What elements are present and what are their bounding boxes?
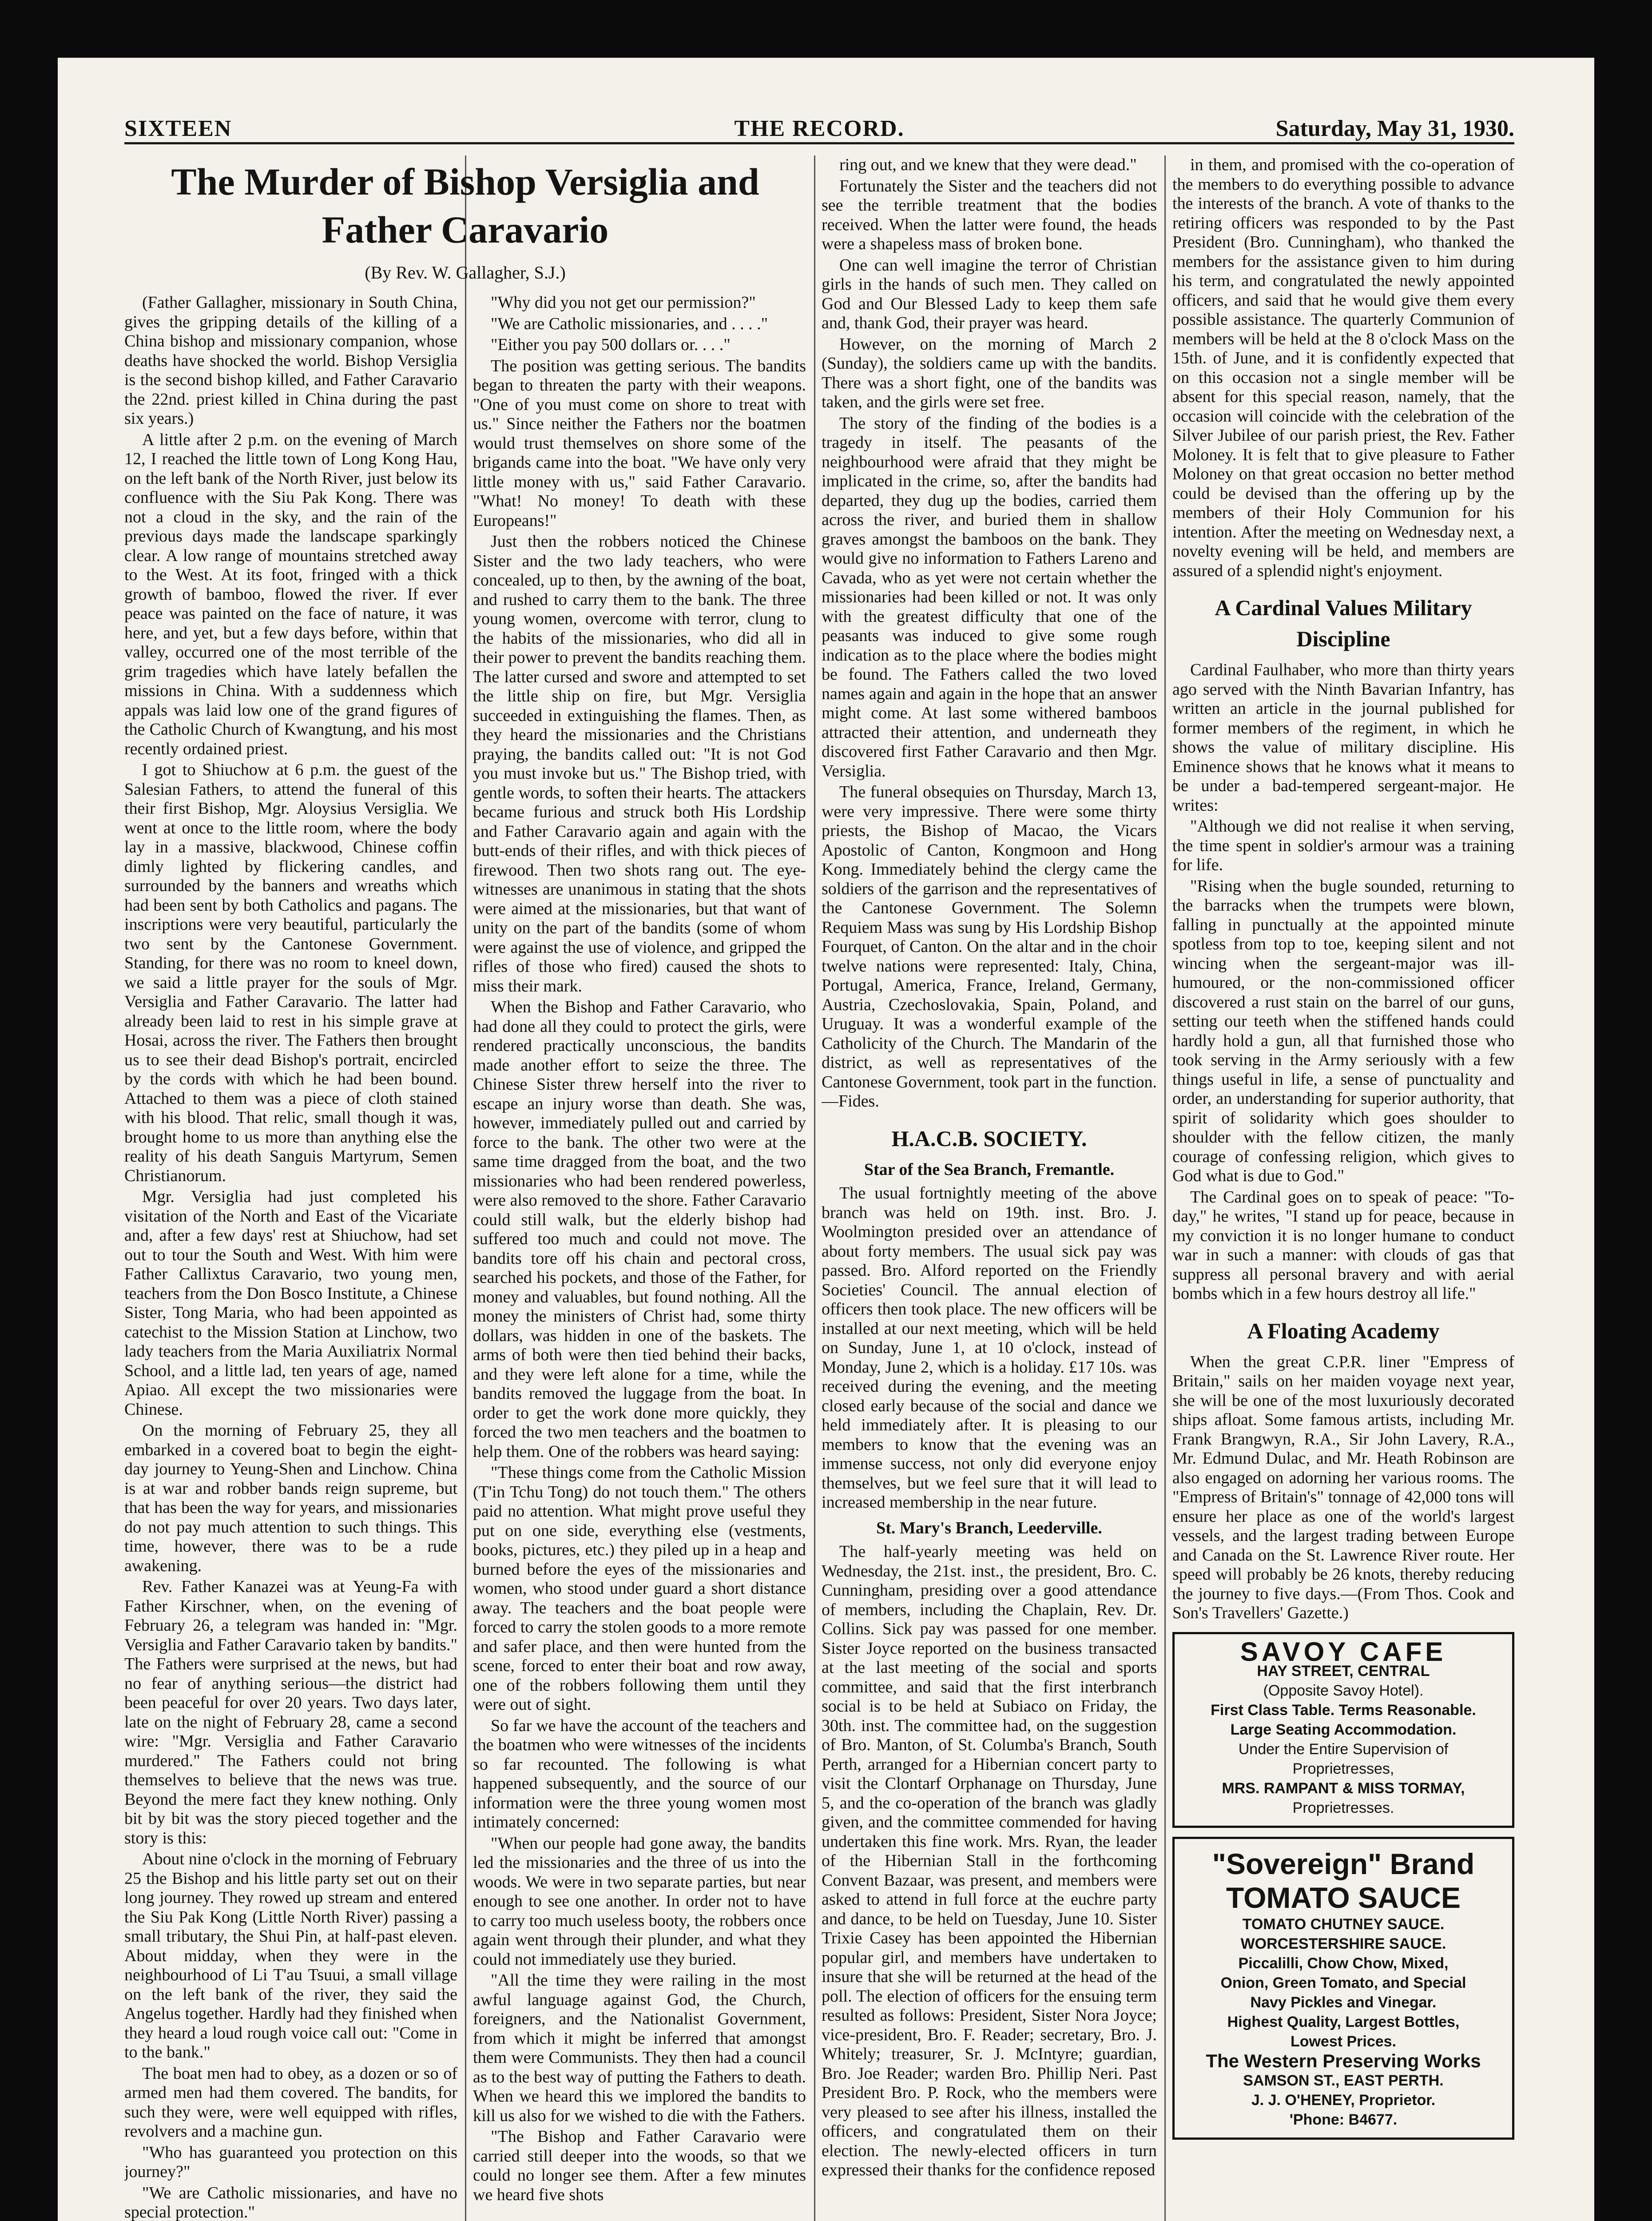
column-2 — [473, 293, 806, 2221]
ad-line: Onion, Green Tomato, and Special — [1220, 1974, 1466, 1991]
headline-line-1: The Murder of Bishop Versiglia and — [171, 160, 759, 203]
ad-line: Large Seating Accommodation. — [1230, 1721, 1457, 1738]
paragraph: "All the time they were railing in the most awful language against God, the Church, foreigners, and the Nationalist Government, from which it might be inferred that amongst them were Communists. They then had a council as to the best way of putting the Fathers to death. When we heard this we implored the bandits to kill us also for we wished to die with the Fathers. — [473, 1971, 806, 2125]
ad-line: Navy Pickles and Vinegar. — [1250, 1994, 1437, 2011]
newspaper-page — [58, 58, 1594, 2221]
ad-line: Proprietresses. — [1292, 1799, 1394, 1816]
paragraph: About nine o'clock in the morning of February 25 the Bishop and his little party set out on their long journey. They rowed up stream and entered the Siu Pak Kong (Little North River) passing a small tributary, the Shui Pin, at half-past eleven. About midday, when they were in the neighbourhood of Li T'au Tsuui, a small village on the left bank of the river, they said the Angelus together. Hardly had they finished when they heard a loud rough voice call out: "Come in to the bank." — [124, 1850, 457, 2062]
column-divider — [465, 155, 466, 2221]
paragraph: On the morning of February 25, they all embarked in a covered boat to begin the eight-day journey to Yeung-Shen and Linchow. China is at war and robber bands reign supreme, but that has been the way for years, and missionaries do not pay much attention to such things. This time, however, there was to be a rude awakening. — [124, 1421, 457, 1575]
paragraph: "Who has guaranteed you protection on this journey?" — [124, 2143, 457, 2181]
paragraph: "Either you pay 500 dollars or. . . ." — [491, 335, 731, 354]
main-headline — [124, 158, 806, 254]
ad-line: TOMATO CHUTNEY SAUCE. — [1242, 1916, 1445, 1933]
column-3 — [822, 155, 1157, 2221]
page-number: SIXTEEN — [124, 116, 232, 141]
paragraph: A little after 2 p.m. on the evening of March 12, I reached the little town of Long Kong Hau, on the left bank of the North River, just below its confluence with the Siu Pak Kong. There was not a cloud in the sky, and the rain of the previous days made the landscape sparkingly clear. A low range of mountains stretched away to the West. At its foot, fringed with a thick growth of bamboo, flowed the river. If ever peace was painted on the face of nature, it was here, and yet, but a few days before, within that valley, occurred one of the most terrible of the grim tragedies which have lately befallen the missions in China. With a suddenness which appals was laid low one of the grand figures of the Catholic Church of Kwangtung, and his most recently ordained priest. — [124, 430, 457, 758]
ad-brand: "Sovereign" Brand — [1212, 1847, 1475, 1880]
ad-phone: 'Phone: B4677. — [1289, 2111, 1398, 2128]
branch-title-leederville: St. Mary's Branch, Leederville. — [876, 1518, 1102, 1537]
ad-line: Proprietresses, — [1292, 1760, 1394, 1777]
paragraph: The half-yearly meeting was held on Wednesday, the 21st. inst., the president, Bro. C. Cunningham, presiding over a good attendance of members, including the Chaplain, Rev. Dr. Collins. Sick pay was passed for one member. Sister Joyce reported on the business transacted at the last meeting of the social and sports committee, and said that the first interbranch social is to be held at Subiaco on Friday, the 30th. inst. The committee had, on the suggestion of Bro. Manton, of St. Columba's Branch, South Perth, arranged for a Hibernian concert party to visit the Clontarf Orphanage on Thursday, June 5, and the co-operation of the branch was gladly given, and the committee commended for having undertaken this fine work. Mrs. Ryan, the leader of the Hibernian Stall in the forthcoming Convent Bazaar, was present, and members were asked to attend in full force at the euchre party and dance, to be held on Tuesday, June 10. Sister Trixie Casey has been appointed the Hibernian popular girl, and members have undertaken to insure that she will be returned at the head of the poll. The election of officers for the ensuing term resulted as follows: President, Sister Nora Joyce; vice-president, Bro. F. Reader; secretary, Bro. J. Whitely; treasurer, Sr. J. McIntyre; guardian, Bro. Joe Reader; warden Bro. Phillip Neri. Past President Bro. P. Rock, who the members were very pleased to see after his illness, installed the officers, and congratulated them on their election. The newly-elected officers in turn expressed their thanks for the confidence reposed — [822, 1542, 1157, 2179]
paragraph: (Father Gallagher, missionary in South China, gives the gripping details of the killing of a China bishop and missionary companion, whose deaths have shocked the world. Bishop Versiglia is the second bishop killed, and Father Caravario the 22nd. priest killed in China during the past six years.) — [124, 293, 457, 428]
ad-proprietor: J. J. O'HENEY, Proprietor. — [1251, 2092, 1436, 2109]
ad-note: (Opposite Savoy Hotel). — [1263, 1682, 1424, 1699]
paragraph: "We are Catholic missionaries, and have no special protection." — [124, 2183, 457, 2221]
paragraph: The funeral obsequies on Thursday, March 13, were very impressive. There were some thirty priests, the Bishop of Macao, the Vicars Apostolic of Canton, Kongmoon and Hong Kong. Immediately behind the clergy came the soldiers of the garrison and the representatives of the Cantonese Government. The Solemn Requiem Mass was sung by His Lordship Bishop Fourquet, of Canton. On the altar and in the choir twelve nations were represented: Italy, China, Portugal, America, France, Ireland, Germany, Austria, Czechoslovakia, Spain, Poland, and Uruguay. It was a wonderful example of the Catholicity of the Church. The Mandarin of the district, as well as representatives of the Cantonese Government, took part in the function.—Fides. — [822, 783, 1157, 1110]
ad-line: Under the Entire Supervision of — [1238, 1741, 1449, 1758]
ad-line: MRS. RAMPANT & MISS TORMAY, — [1222, 1780, 1465, 1797]
paragraph: "These things come from the Catholic Mission (T'in Tchu Tong) do not touch them." The others paid no attention. What might prove useful they put on one side, everything else (vestments, books, pictures, etc.) they piled up in a heap and burned before the eyes of the missionaries and women, who stood under guard a short distance away. The teachers and the boat people were forced to carry the stolen goods to a more remote and safer place, and then were hunted from the scene, forced to enter their boat and row away, one of the robbers following them until they were out of sight. — [473, 1463, 806, 1714]
paragraph: The position was getting serious. The bandits began to threaten the party with their weapons. "One of you must come on shore to treat with us." Since neither the Fathers nor the boatmen would trust themselves on shore some of the brigands came into the boat. "We have only very little money with us," said Father Caravario. "What! No money! To death with these Europeans!" — [473, 356, 806, 530]
sovereign-brand-ad — [1172, 1837, 1514, 2140]
ad-product: TOMATO SAUCE — [1226, 1881, 1461, 1914]
paragraph: So far we have the account of the teachers and the boatmen who were witnesses of the incidents so far recounted. The following is what happened subsequently, and the source of our information were the three young women most intimately concerned: — [473, 1716, 806, 1831]
paragraph: Fortunately the Sister and the teachers did not see the terrible treatment that the bodies received. When the latter were found, the heads were a shapeless mass of broken bone. — [822, 176, 1157, 253]
paragraph: Cardinal Faulhaber, who more than thirty years ago served with the Ninth Bavarian Infantry, has written an article in the journal published for former members of the regiment, in which he shows the value of military discipline. His Eminence shows that he knows what it means to be under a bad-tempered sergeant-major. He writes: — [1172, 661, 1514, 815]
masthead-rule — [124, 142, 1514, 144]
paragraph: The boat men had to obey, as a dozen or so of armed men had them covered. The bandits, for such they were, were well equipped with rifles, revolvers and a machine gun. — [124, 2064, 457, 2141]
masthead — [124, 102, 1514, 155]
academy-article-title: A Floating Academy — [1247, 1318, 1440, 1343]
paragraph: Just then the robbers noticed the Chinese Sister and the two lady teachers, who were concealed, up to then, by the awning of the boat, and rushed to carry them to the bank. The three young women, overcome with terror, clung to the habits of the missionaries, who did all in their power to prevent the bandits reaching them. The latter cursed and swore and attempted to set the little ship on fire, but Mgr. Versiglia succeeded in extinguishing the flames. Then, as they heard the missionaries and the Christians praying, the bandits called out: "It is not God you must invoke but us." The Bishop tried, with gentle words, to soften their hearts. The attackers became furious and struck both His Lordship and Father Caravario again and again with the butt-ends of their rifles, and with thick pieces of firewood. Then two shots rang out. The eye-witnesses are unanimous in stating that the shots were aimed at the missionaries, but that want of unity on the part of the bandits (some of whom were against the use of violence, and gripped the rifles of those who fired) caused the shots to miss their mark. — [473, 532, 806, 995]
paragraph: Mgr. Versiglia had just completed his visitation of the North and East of the Vicariate and, after a few days' rest at Shiuchow, had set out to tour the South and West. With him were Father Callixtus Caravario, two young men, teachers from the Don Bosco Institute, a Chinese Sister, Tong Maria, who had been appointed as catechist to the Mission Station at Linchow, two lady teachers from the Maria Auxiliatrix Normal School, and a little lad, ten years of age, named Apiao. All except the two missionaries were Chinese. — [124, 1187, 457, 1419]
savoy-cafe-ad — [1172, 1632, 1514, 1828]
issue-date: Saturday, May 31, 1930. — [1275, 116, 1514, 141]
paragraph: One can well imagine the terror of Christian girls in the hands of such men. They called on God and Our Blessed Lady to keep them safe and, thank God, their prayer was heard. — [822, 255, 1157, 332]
cardinal-title-line-2: Discipline — [1296, 626, 1390, 651]
paragraph: The story of the finding of the bodies is a tragedy in itself. The peasants of the neighbourhood were afraid that they might be implicated in the crime, so, after the bandits had departed, they dug up the bodies, carried them across the river, and buried them in shallow graves amongst the bamboos on the bank. They would give no information to Fathers Lareno and Cavada, who as yet were not certain whether the missionaries had been killed or not. It was only with the greatest difficulty that one of the peasants was induced to give some rough indication as to the place where the bodies might be found. The Fathers called the two loved names again and again in the hope that an answer might come. At last some withered bamboos attracted their attention, and underneath they discovered first Father Caravario and then Mgr. Versiglia. — [822, 414, 1157, 780]
paragraph: "The Bishop and Father Caravario were carried still deeper into the woods, so that we could no longer see them. After a few minutes we heard five shots — [473, 2127, 806, 2204]
paragraph: When the great C.P.R. liner "Empress of Britain," sails on her maiden voyage next year, she will be one of the most luxuriously decorated ships afloat. Some famous artists, including Mr. Frank Brangwyn, R.A., Sir John Lavery, R.A., Mr. Edmund Dulac, and Mr. Heath Robinson are also engaged on adorning her various rooms. The "Empress of Britain's" tonnage of 42,000 tons will ensure her place as one of the world's largest vessels, and the largest trading between Europe and Canada on the St. Lawrence River route. Her speed will probably be 26 knots, thereby reducing the journey to five days.—(From Thos. Cook and Son's Travellers' Gazette.) — [1172, 1352, 1514, 1622]
paragraph: When the Bishop and Father Caravario, who had done all they could to protect the girls, were rendered practically unconscious, the bandits made another effort to seize the three. The Chinese Sister threw herself into the river to escape an injury worse than death. She was, however, immediately pulled out and carried by force to the bank. The other two were at the same time dragged from the boat, and the two missionaries who had been rendered powerless, were also removed to the shore. Father Caravario could still walk, but the elderly bishop had suffered too much and could not move. The bandits tore off his chain and pectoral cross, searched his pockets, and those of the Father, for money and valuables, but found nothing. All the money the ministers of Christ had, some thirty dollars, was hidden in one of the baskets. The arms of both were then tied behind their backs, and they were left alone for a time, while the bandits removed the luggage from the boat. In order to get the work done more quickly, they forced the two men teachers and the boatmen to help them. One of the robbers was heard saying: — [473, 998, 806, 1461]
paragraph: "We are Catholic missionaries, and . . . ." — [491, 314, 768, 333]
cardinal-title-line-1: A Cardinal Values Military — [1215, 595, 1472, 620]
ad-line: Piccalilli, Chow Chow, Mixed, — [1238, 1955, 1449, 1972]
column-divider — [1164, 155, 1166, 2221]
column-1 — [124, 293, 457, 2221]
byline: (By Rev. W. Gallagher, S.J.) — [365, 263, 566, 283]
hacb-section-title: H.A.C.B. SOCIETY. — [891, 1126, 1087, 1151]
branch-title-fremantle: Star of the Sea Branch, Fremantle. — [864, 1160, 1115, 1179]
column-divider — [814, 155, 815, 2221]
paragraph: "When our people had gone away, the bandits led the missionaries and the three of us into the woods. We were in two separate parties, but near enough to see one another. In order not to have to carry too much useless booty, the robbers once again went through their plunder, and what they could not immediately use they buried. — [473, 1834, 806, 1969]
paragraph: in them, and promised with the co-operation of the members to do everything possible to advance the interests of the branch. A vote of thanks to the retiring officers was responded to by the Past President (Bro. Cunningham), who thanked the members for the assistance given to him during his term, and congratulated the newly appointed officers, and said that he would give them every possible assistance. The quarterly Communion of members will be held at the 8 o'clock Mass on the 15th. of June, and it is confidently expected that on this occasion not a single member will be absent for this special reason, namely, that the occasion will coincide with the celebration of the Silver Jubilee of our parish priest, the Rev. Father Moloney. It is felt that to give pleasure to Father Moloney on that great occasion no better method could be devised than the offering up by the members of their Holy Communion for his intention. After the meeting on Wednesday next, a novelty evening will be held, and members are assured of a splendid night's enjoyment. — [1172, 155, 1514, 580]
ad-address: HAY STREET, CENTRAL — [1257, 1663, 1430, 1680]
paragraph: I got to Shiuchow at 6 p.m. the guest of the Salesian Fathers, to attend the funeral of this their first Bishop, Mgr. Aloysius Versiglia. We went at once to the little room, where the body lay in a massive, blackwood, Chinese coffin dimly lighted by flickering candles, and surrounded by the banners and wreaths which had been sent by both Catholics and pagans. The inscriptions were very beautiful, particularly the two sent by the Cantonese Government. Standing, for there was no room to kneel down, we said a little prayer for the souls of Mgr. Versiglia and Father Caravario. The latter had already been laid to rest in his simple grave at Hosai, across the river. The Fathers then brought us to see their dead Bishop's portrait, encircled by the cords with which he had been bound. Attached to them was a piece of cloth stained with his blood. That relic, small though it was, brought home to us more than anything else the reality of his death Sanguis Martyrum, Semen Christianorum. — [124, 760, 457, 1185]
paragraph: "Rising when the bugle sounded, returning to the barracks when the trumpets were blown, falling in punctually at the appointed minute spotless from top to toe, keeping silent and not wincing when the sergeant-major was ill-humoured, or the non-commissioned officer discovered a rust stain on the barrel of our guns, setting our teeth when the stiffened hands could hardly hold a gun, all that furnished those who took serving in the Army seriously with a few things useful in life, a sense of punctuality and order, an understanding for superior authority, that spirit of solidarity which goes shoulder to shoulder with the fellow citizen, the manly courage of confessing religion, which gives to God what is due to God." — [1172, 876, 1514, 1185]
ad-line: First Class Table. Terms Reasonable. — [1211, 1702, 1476, 1719]
ad-line: Lowest Prices. — [1290, 2033, 1397, 2050]
ad-name: SAVOY CAFE — [1240, 1636, 1447, 1667]
cardinal-article-title — [1172, 592, 1514, 654]
ad-company: The Western Preserving Works — [1206, 2050, 1481, 2071]
paragraph: "Why did you not get our permission?" — [491, 293, 756, 312]
ad-street: SAMSON ST., EAST PERTH. — [1243, 2072, 1444, 2089]
paragraph: However, on the morning of March 2 (Sunday), the soldiers came up with the bandits. There was a short fight, one of the bandits was taken, and the girls were set free. — [822, 334, 1157, 411]
paragraph: "Although we did not realise it when serving, the time spent in soldier's armour was a training for life. — [1172, 817, 1514, 874]
ad-line: WORCESTERSHIRE SAUCE. — [1240, 1935, 1446, 1952]
paper-title: THE RECORD. — [734, 116, 905, 141]
paragraph: Rev. Father Kanazei was at Yeung-Fa with Father Kirschner, when, on the evening of February 26, a telegram was handed in: "Mgr. Versiglia and Father Caravario taken by bandits." The Fathers were surprised at the news, but had no fear of anything serious—the district had been peaceful for over 20 years. Two days later, late on the night of February 28, came a second wire: "Mgr. Versiglia and Father Caravario murdered." The Fathers could not bring themselves to believe that the news was true. Beyond the mere fact they knew nothing. Only bit by bit was the story pieced together and the story is this: — [124, 1577, 457, 1847]
column-4 — [1172, 155, 1514, 2221]
paragraph: The Cardinal goes on to speak of peace: "To-day," he writes, "I stand up for peace, because in my conviction it is no longer humane to conduct war in such a manner: with clouds of gas that suppress all personal bravery and with aerial bombs which in a few hours destroy all life." — [1172, 1187, 1514, 1303]
headline-line-2: Father Caravario — [322, 208, 609, 251]
paragraph: ring out, and we knew that they were dead." — [839, 155, 1137, 174]
paragraph: The usual fortnightly meeting of the above branch was held on 19th. inst. Bro. J. Woolmington presided over an attendance of about forty members. The usual sick pay was passed. Bro. Alford reported on the Friendly Societies' Council. The annual election of officers then took place. The new officers will be installed at our next meeting, which will be held on Sunday, June 1, at 10 o'clock, instead of Monday, June 2, which is a holiday. £17 10s. was received during the evening, and the meeting closed early because of the social and dance we held immediately after. It is pleasing to our members to know that the evening was an immense success, not only did everyone enjoy themselves, but we feel sure that it will lead to increased membership in the near future. — [822, 1184, 1157, 1512]
ad-line: Highest Quality, Largest Bottles, — [1227, 2014, 1460, 2030]
